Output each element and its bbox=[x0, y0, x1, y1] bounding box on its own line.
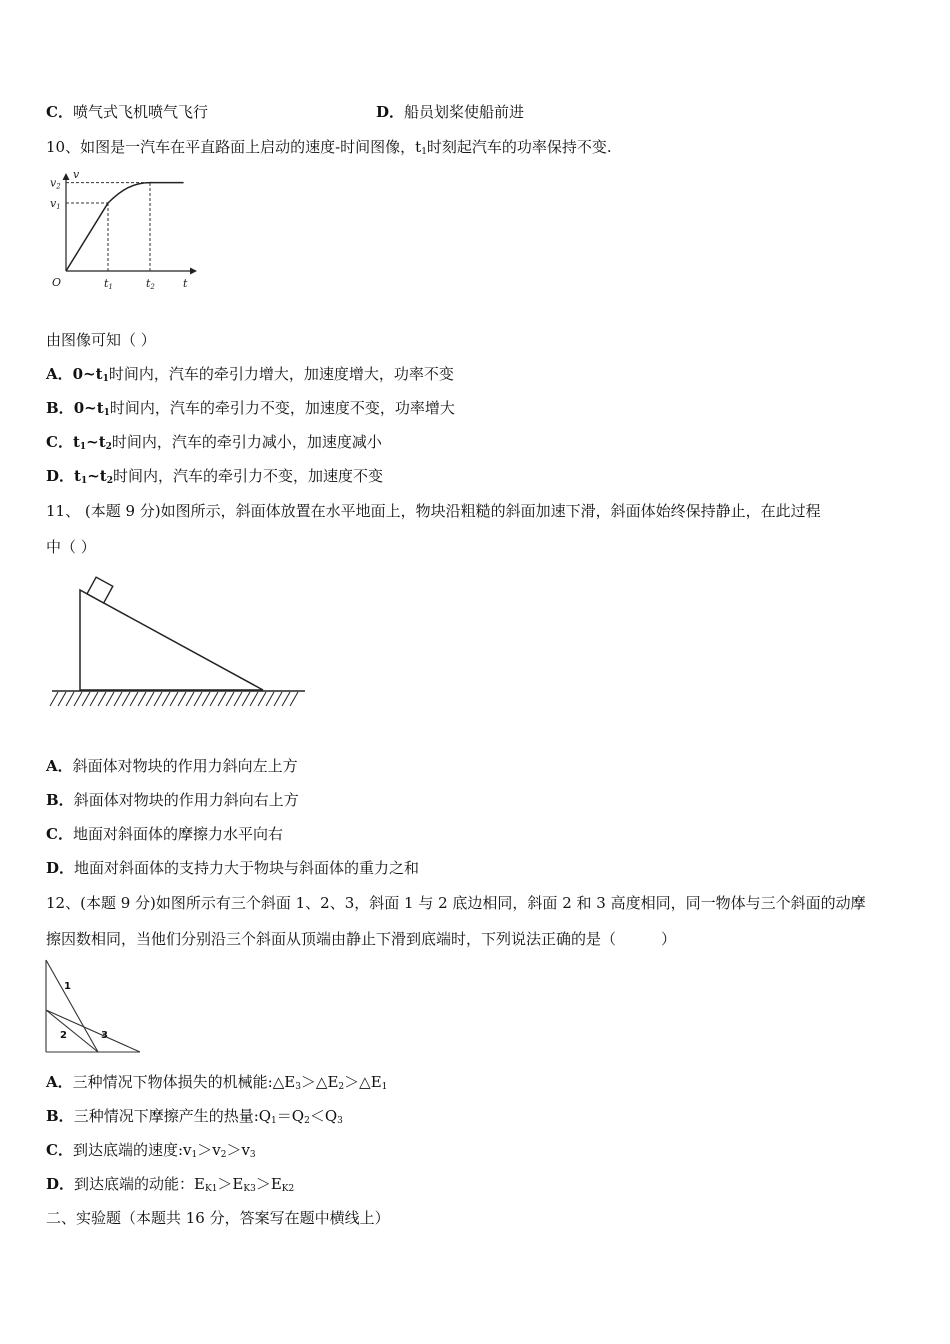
hatch-stroke bbox=[210, 692, 218, 706]
q9-option-d bbox=[376, 102, 524, 122]
subscript: K1 bbox=[204, 1184, 218, 1194]
option-text: 船员划桨使船前进 bbox=[404, 103, 525, 121]
subscript: 3 bbox=[249, 1150, 256, 1160]
subscript: 3 bbox=[337, 1116, 343, 1126]
x-axis-label: t bbox=[183, 277, 188, 290]
y-tick-label: v1 bbox=[50, 197, 61, 211]
option-label: A． bbox=[46, 365, 73, 383]
q11-stem-line2: 中（ ） bbox=[46, 538, 96, 556]
q10-option-c bbox=[46, 432, 382, 457]
incline-figure bbox=[48, 570, 310, 712]
y-axis-label: v bbox=[73, 168, 80, 181]
q12-option-a bbox=[46, 1072, 387, 1097]
option-math: 0~t bbox=[73, 399, 104, 417]
subscript: K3 bbox=[243, 1184, 256, 1194]
x-tick-label: t1 bbox=[104, 277, 113, 291]
hatch-stroke bbox=[234, 692, 242, 706]
subscript: 1 bbox=[191, 1150, 198, 1160]
option-math: ＞E bbox=[217, 1175, 244, 1193]
option-text: 时间内，汽车的牵引力不变，加速度不变 bbox=[112, 467, 383, 485]
option-text: 三种情况下物体损失的机械能:△E bbox=[72, 1073, 296, 1091]
hatch-stroke bbox=[242, 692, 250, 706]
option-label: D． bbox=[46, 859, 75, 877]
q11-stem-line1: 11、 (本题 9 分)如图所示，斜面体放置在水平地面上，物块沿粗糙的斜面加速下滑，斜面体始终保持静止，在此过程 bbox=[46, 502, 821, 520]
velocity-curve bbox=[66, 183, 184, 271]
section-2-title: 二、实验题（本题共 16 分，答案写在题中横线上） bbox=[46, 1209, 390, 1227]
subscript: 1 bbox=[421, 147, 427, 157]
hatch-stroke bbox=[162, 692, 170, 706]
option-math: 0~t bbox=[72, 365, 103, 383]
q11-option-c bbox=[46, 824, 283, 844]
option-math: t bbox=[72, 433, 80, 451]
stem-text: 时刻起汽车的功率保持不变. bbox=[426, 138, 612, 156]
hatch-stroke bbox=[146, 692, 154, 706]
option-text: 时间内，汽车的牵引力增大，加速度增大，功率不变 bbox=[108, 365, 454, 383]
q10-option-d bbox=[46, 466, 383, 491]
q10-stem bbox=[46, 137, 612, 162]
x-tick-label: t2 bbox=[146, 277, 155, 291]
hatch-stroke bbox=[274, 692, 282, 706]
hatch-stroke bbox=[50, 692, 58, 706]
subscript: 1 bbox=[80, 476, 88, 486]
incline-3-label: 3 bbox=[101, 1030, 108, 1041]
hatch-stroke bbox=[194, 692, 202, 706]
option-math: ＞△E bbox=[344, 1073, 382, 1091]
q11-option-a bbox=[46, 756, 298, 776]
hatch-stroke bbox=[218, 692, 226, 706]
q11-option-b bbox=[46, 790, 299, 810]
hatch-stroke bbox=[130, 692, 138, 706]
hatch-stroke bbox=[66, 692, 74, 706]
hatch-stroke bbox=[282, 692, 290, 706]
hatch-stroke bbox=[258, 692, 266, 706]
subscript: 2 bbox=[304, 1116, 310, 1126]
origin-label: O bbox=[52, 276, 62, 289]
hatch-stroke bbox=[186, 692, 194, 706]
option-label: C． bbox=[46, 825, 73, 843]
option-label: A． bbox=[46, 757, 73, 775]
y-tick-label: v2 bbox=[50, 176, 61, 191]
option-math: ＞E bbox=[255, 1175, 282, 1193]
hatch-stroke bbox=[154, 692, 162, 706]
q10-option-a bbox=[46, 364, 454, 389]
option-text: 斜面体对物块的作用力斜向左上方 bbox=[72, 757, 298, 775]
option-text: 时间内，汽车的牵引力不变，加速度不变，功率增大 bbox=[109, 399, 455, 417]
hatch-stroke bbox=[266, 692, 274, 706]
option-label: A． bbox=[46, 1073, 73, 1091]
option-text: 地面对斜面体的摩擦力水平向右 bbox=[72, 825, 283, 843]
option-text: 地面对斜面体的支持力大于物块与斜面体的重力之和 bbox=[74, 859, 420, 877]
option-text: 到达底端的速度:v bbox=[72, 1141, 192, 1159]
hatch-stroke bbox=[114, 692, 122, 706]
option-math: ~t bbox=[87, 467, 107, 485]
option-text: 喷气式飞机喷气飞行 bbox=[72, 103, 208, 121]
q12-option-c bbox=[46, 1140, 256, 1165]
hatch-stroke bbox=[178, 692, 186, 706]
subscript: 1 bbox=[381, 1082, 388, 1092]
subscript: K2 bbox=[281, 1184, 295, 1194]
option-math: t bbox=[74, 467, 81, 485]
q11-option-d bbox=[46, 858, 419, 878]
option-text: 斜面体对物块的作用力斜向右上方 bbox=[73, 791, 299, 809]
hatch-stroke bbox=[250, 692, 258, 706]
option-math: ＞△E bbox=[300, 1073, 339, 1091]
option-label: D． bbox=[46, 467, 75, 485]
option-label: B． bbox=[46, 791, 74, 809]
option-math: ＜Q bbox=[309, 1107, 338, 1125]
option-text: 到达底端的动能：E bbox=[74, 1175, 205, 1193]
stem-text: 10、如图是一汽车在平直路面上启动的速度-时间图像，t bbox=[46, 138, 422, 156]
q10-prompt: 由图像可知（ ） bbox=[46, 331, 156, 349]
incline-wedge bbox=[80, 590, 263, 690]
q12-stem-line2: 擦因数相同，当他们分别沿三个斜面从顶端由静止下滑到底端时，下列说法正确的是（ ） bbox=[46, 930, 677, 948]
option-label: C． bbox=[46, 103, 73, 121]
subscript: 1 bbox=[103, 408, 110, 418]
subscript: 2 bbox=[338, 1082, 345, 1092]
incline-1 bbox=[46, 960, 98, 1052]
hatch-stroke bbox=[106, 692, 114, 706]
q9-option-c bbox=[46, 102, 208, 122]
option-label: B． bbox=[46, 399, 74, 417]
subscript: 2 bbox=[105, 442, 112, 452]
three-inclines-figure bbox=[44, 958, 144, 1056]
q12-option-b bbox=[46, 1106, 343, 1131]
option-label: D． bbox=[376, 103, 405, 121]
option-text: 时间内，汽车的牵引力减小，加速度减小 bbox=[111, 433, 382, 451]
incline-2 bbox=[46, 1010, 98, 1052]
option-math: ＝Q bbox=[276, 1107, 305, 1125]
subscript: 2 bbox=[220, 1150, 227, 1160]
incline-1-label: 1 bbox=[64, 981, 71, 992]
hatch-stroke bbox=[202, 692, 210, 706]
option-math: ＞v bbox=[197, 1141, 221, 1159]
hatch-stroke bbox=[74, 692, 82, 706]
ground-hatching bbox=[50, 692, 298, 706]
hatch-stroke bbox=[58, 692, 66, 706]
subscript: 1 bbox=[271, 1116, 277, 1126]
q10-option-b bbox=[46, 398, 455, 423]
hatch-stroke bbox=[138, 692, 146, 706]
hatch-stroke bbox=[226, 692, 234, 706]
sliding-block bbox=[87, 577, 113, 603]
option-label: B． bbox=[46, 1107, 74, 1125]
incline-2-label: 2 bbox=[60, 1030, 67, 1041]
hatch-stroke bbox=[122, 692, 130, 706]
hatch-stroke bbox=[290, 692, 298, 706]
q12-option-d bbox=[46, 1174, 294, 1199]
subscript: 3 bbox=[295, 1082, 301, 1092]
hatch-stroke bbox=[90, 692, 98, 706]
option-label: C． bbox=[46, 1141, 73, 1159]
option-text: 三种情况下摩擦产生的热量:Q bbox=[73, 1107, 272, 1125]
hatch-stroke bbox=[98, 692, 106, 706]
subscript: 1 bbox=[79, 442, 87, 452]
hatch-stroke bbox=[170, 692, 178, 706]
x-axis-arrow-icon bbox=[190, 268, 197, 275]
subscript: 1 bbox=[102, 374, 109, 384]
q12-stem-line1: 12、(本题 9 分)如图所示有三个斜面 1、2、3，斜面 1 与 2 底边相同，斜面 2 和 3 高度相同，同一物体与三个斜面的动摩 bbox=[46, 894, 866, 912]
y-axis-arrow-icon bbox=[63, 173, 70, 180]
option-math: ＞v bbox=[226, 1141, 250, 1159]
hatch-stroke bbox=[82, 692, 90, 706]
velocity-time-chart bbox=[44, 166, 204, 294]
option-label: C． bbox=[46, 433, 73, 451]
option-math: ~t bbox=[86, 433, 106, 451]
subscript: 2 bbox=[106, 476, 113, 486]
option-label: D． bbox=[46, 1175, 75, 1193]
